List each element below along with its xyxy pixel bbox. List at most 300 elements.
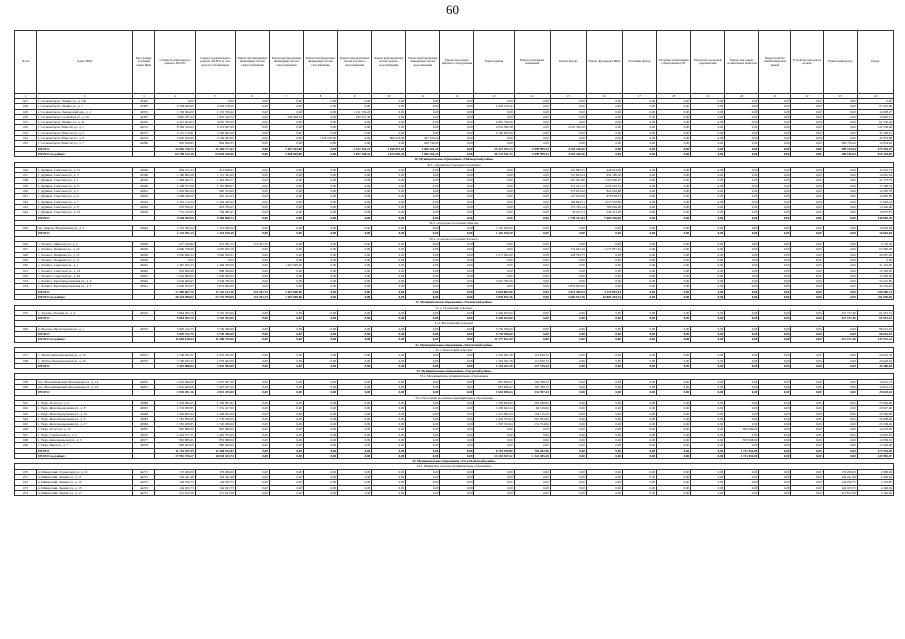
amount-cell: 2 466,62 <box>857 475 893 480</box>
amount-cell: 1 434 377,35 <box>155 432 195 437</box>
amount-cell: 0,00 <box>514 194 550 199</box>
amount-cell: 0,00 <box>440 167 474 172</box>
amount-cell: 0,00 <box>657 443 691 448</box>
amount-cell: 17 663,42 <box>857 199 893 204</box>
amount-cell: 0,00 <box>823 438 857 443</box>
address-cell: г. Дудинка, Советская ул., д. 3 <box>37 173 133 178</box>
amount-cell: 1 581 209,85 <box>155 422 195 427</box>
amount-cell: 173 533,38 <box>857 448 893 453</box>
column-header: Установка коллективных (общедомовых) ПУ <box>657 31 691 94</box>
amount-cell: 0,00 <box>338 353 372 358</box>
amount-cell: 0,00 <box>550 485 586 490</box>
amount-cell: 5 820 412,75 <box>155 332 195 337</box>
amount-cell: 0,00 <box>440 284 474 289</box>
amount-cell: 0,00 <box>691 273 725 278</box>
amount-cell: 0,00 <box>550 406 586 411</box>
amount-cell: 0,00 <box>725 279 759 284</box>
amount-cell: 0,00 <box>269 252 303 257</box>
amount-cell: 0,00 <box>586 469 622 474</box>
amount-cell: 0,00 <box>759 332 791 337</box>
amount-cell: 0,00 <box>657 284 691 289</box>
amount-cell: 0,00 <box>657 173 691 178</box>
amount-cell: 0,00 <box>791 326 823 331</box>
amount-cell: 0,00 <box>823 326 857 331</box>
amount-cell: 0,00 <box>691 453 725 458</box>
amount-cell: 0,00 <box>759 125 791 130</box>
amount-cell: 2 100 665,09 <box>474 130 514 135</box>
amount-cell: 0,00 <box>235 284 269 289</box>
amount-cell: 213 291,75 <box>235 242 269 247</box>
amount-cell: 0,00 <box>622 257 656 262</box>
amount-cell: 0,00 <box>269 130 303 135</box>
amount-cell: 0,00 <box>474 109 514 114</box>
amount-cell: 0,00 <box>514 104 550 109</box>
amount-cell: 0,00 <box>235 273 269 278</box>
amount-cell: 0,00 <box>406 284 440 289</box>
amount-cell: 1 405 372,00 <box>195 432 235 437</box>
amount-cell: 0,00 <box>372 411 406 416</box>
amount-cell: 0,00 <box>372 294 406 299</box>
amount-cell: 0,00 <box>303 130 337 135</box>
amount-cell: 0,00 <box>657 379 691 384</box>
column-header: Ремонт крыши <box>474 31 514 94</box>
amount-cell: 12 839,52 <box>857 438 893 443</box>
amount-cell: 0,00 <box>406 358 440 363</box>
amount-cell: 0,00 <box>372 379 406 384</box>
amount-cell: 0,00 <box>823 284 857 289</box>
amount-cell: 0,00 <box>725 146 759 151</box>
amount-cell: 0,00 <box>823 385 857 390</box>
amount-cell: 0,00 <box>759 199 791 204</box>
amount-cell: 0,00 <box>303 332 337 337</box>
amount-cell: 0,00 <box>303 178 337 183</box>
amount-cell: 1 299 622,34 <box>474 406 514 411</box>
program-id-cell: 47467 <box>133 99 155 104</box>
amount-cell: 16 691,54 <box>857 173 893 178</box>
amount-cell: 0,00 <box>550 337 586 342</box>
amount-cell: 0,00 <box>235 194 269 199</box>
amount-cell: 0,00 <box>823 411 857 416</box>
amount-cell: 0,00 <box>474 247 514 252</box>
row-number: 631 <box>15 120 37 125</box>
address-cell: г. Дудинка, Советская ул., д. 6 <box>37 194 133 199</box>
amount-cell: 0,00 <box>550 268 586 273</box>
amount-cell: 0,00 <box>406 485 440 490</box>
amount-cell: 0,00 <box>791 183 823 188</box>
program-id-cell: 43265 <box>133 120 155 125</box>
column-header: Стоимость капитального ремонта, ВСЕГО за счет средств собственников <box>195 31 235 94</box>
amount-cell: 0,00 <box>586 231 622 236</box>
amount-cell: 0,00 <box>586 146 622 151</box>
amount-cell: 14 865,72 <box>857 114 893 119</box>
address-cell: п. Веселое, Пролетарская ул., д. 1 <box>37 326 133 331</box>
amount-cell: 0,00 <box>514 210 550 215</box>
amount-cell: 0,00 <box>725 215 759 220</box>
amount-cell: 0,00 <box>691 284 725 289</box>
amount-cell: 0,00 <box>691 385 725 390</box>
amount-cell: 0,00 <box>691 422 725 427</box>
amount-cell: 0,00 <box>514 120 550 125</box>
amount-cell: 0,00 <box>791 252 823 257</box>
column-header: Резерв <box>857 31 893 94</box>
amount-cell: 0,00 <box>691 130 725 135</box>
amount-cell: 953 184,99 <box>857 151 893 156</box>
program-id-cell: 43940 <box>133 279 155 284</box>
amount-cell: 880 000,00 <box>195 443 235 448</box>
address-cell: г. Ужур, Комсомольская ул., д. 3 <box>37 438 133 443</box>
amount-cell: 0,00 <box>338 279 372 284</box>
amount-cell: 0,00 <box>235 385 269 390</box>
amount-cell: 0,00 <box>338 480 372 485</box>
amount-cell: 0,00 <box>440 475 474 480</box>
amount-cell: 0,00 <box>235 353 269 358</box>
amount-cell: 41 879,88 <box>857 136 893 141</box>
amount-cell: 0,00 <box>586 326 622 331</box>
row-number: 635 <box>15 141 37 146</box>
amount-cell: 4 133,39 <box>857 242 893 247</box>
amount-cell: 0,00 <box>657 310 691 315</box>
amount-cell: 0,00 <box>303 294 337 299</box>
column-number: 2 <box>37 94 133 99</box>
amount-cell: 0,00 <box>474 210 514 215</box>
amount-cell: 0,00 <box>823 252 857 257</box>
amount-cell: 0,00 <box>550 242 586 247</box>
amount-cell: 0,00 <box>303 210 337 215</box>
amount-cell: 0,00 <box>440 294 474 299</box>
amount-cell: 952 909,98 <box>155 268 195 273</box>
amount-cell: 0,00 <box>372 273 406 278</box>
amount-cell: 3 547 790,30 <box>474 279 514 284</box>
amount-cell: 0,00 <box>791 469 823 474</box>
amount-cell: 179 299,00 <box>195 469 235 474</box>
amount-cell: 644 969,34 <box>269 114 303 119</box>
amount-cell: 1 165 996,67 <box>586 178 622 183</box>
amount-cell: 0,00 <box>823 268 857 273</box>
amount-cell: 0,00 <box>725 411 759 416</box>
amount-cell: 0,00 <box>823 120 857 125</box>
address-cell: ИТОГО <box>37 231 133 236</box>
amount-cell: 0,00 <box>474 438 514 443</box>
amount-cell: 0,00 <box>622 316 656 321</box>
amount-cell: 0,00 <box>514 199 550 204</box>
amount-cell: 13 320,95 <box>857 268 893 273</box>
amount-cell: 0,00 <box>791 485 823 490</box>
amount-cell: 954 186,56 <box>586 173 622 178</box>
amount-cell: 0,00 <box>691 99 725 104</box>
amount-cell: 0,00 <box>514 469 550 474</box>
amount-cell: 0,00 <box>725 136 759 141</box>
amount-cell: 0,00 <box>303 263 337 268</box>
amount-cell: 0,00 <box>657 390 691 395</box>
column-header: Ремонт или замена лифтового оборудования <box>440 31 474 94</box>
amount-cell: 0,00 <box>725 332 759 337</box>
amount-cell: 0,00 <box>657 480 691 485</box>
amount-cell: 0,00 <box>823 226 857 231</box>
amount-cell: 0,00 <box>440 316 474 321</box>
amount-cell: 0,00 <box>759 294 791 299</box>
amount-cell: 0,00 <box>622 432 656 437</box>
amount-cell: 0,00 <box>406 194 440 199</box>
amount-cell: 0,00 <box>586 141 622 146</box>
amount-cell: 0,00 <box>440 99 474 104</box>
amount-cell: 1 060 161,25 <box>406 146 440 151</box>
amount-cell: 0,00 <box>823 332 857 337</box>
row-number: 641 <box>15 194 37 199</box>
amount-cell: 0,00 <box>691 136 725 141</box>
amount-cell: 0,00 <box>269 199 303 204</box>
amount-cell: 0,00 <box>657 167 691 172</box>
amount-cell: 0,00 <box>622 99 656 104</box>
amount-cell: 0,00 <box>823 189 857 194</box>
amount-cell: 0,00 <box>235 448 269 453</box>
amount-cell: 4 605 920,10 <box>195 247 235 252</box>
amount-cell: 0,00 <box>269 183 303 188</box>
amount-cell: 0,00 <box>406 178 440 183</box>
amount-cell: 0,00 <box>440 448 474 453</box>
address-cell: с. Хатанга, Советская ул., д. 19 <box>37 268 133 273</box>
amount-cell: 0,00 <box>269 416 303 421</box>
amount-cell: 0,00 <box>725 199 759 204</box>
address-cell: пос. Малоимышский, Молодежная ул., д. 14 <box>37 379 133 384</box>
address-cell: г. Сосновоборск, Юности ул., д. 9 <box>37 136 133 141</box>
amount-cell: 0,00 <box>691 194 725 199</box>
amount-cell: 5 736 396,00 <box>474 332 514 337</box>
amount-cell: 0,00 <box>622 427 656 432</box>
row-number: 666 <box>15 427 37 432</box>
amount-cell: 0,00 <box>372 199 406 204</box>
amount-cell: 0,00 <box>372 438 406 443</box>
amount-cell: 0,00 <box>759 130 791 135</box>
amount-cell: 2 999 999,34 <box>514 146 550 151</box>
amount-cell: 0,00 <box>791 204 823 209</box>
amount-cell: 0,00 <box>725 273 759 278</box>
amount-cell: 0,00 <box>657 226 691 231</box>
amount-cell: 0,00 <box>372 326 406 331</box>
amount-cell: 0,00 <box>550 114 586 119</box>
amount-cell: 0,00 <box>691 173 725 178</box>
amount-cell: 4 403 159,20 <box>195 104 235 109</box>
amount-cell: 1 026 871,63 <box>372 146 406 151</box>
amount-cell: 144 256,75 <box>195 480 235 485</box>
amount-cell: 0,00 <box>823 178 857 183</box>
amount-cell: 164 023,73 <box>823 485 857 490</box>
program-id-cell: 43601 <box>133 189 155 194</box>
amount-cell: 0,00 <box>657 490 691 495</box>
amount-cell: 0,00 <box>586 406 622 411</box>
amount-cell: 2 874 002,00 <box>195 284 235 289</box>
row-number: 637 <box>15 173 37 178</box>
amount-cell: 0,00 <box>622 226 656 231</box>
program-id-cell: 43946 <box>133 268 155 273</box>
amount-cell: 0,00 <box>550 443 586 448</box>
amount-cell: 865 885,91 <box>155 438 195 443</box>
row-number: 629 <box>15 109 37 114</box>
amount-cell: 0,00 <box>725 194 759 199</box>
amount-cell: 4 054 589,28 <box>474 125 514 130</box>
amount-cell: 0,00 <box>657 215 691 220</box>
amount-cell: 0,00 <box>338 406 372 411</box>
amount-cell: 0,00 <box>622 167 656 172</box>
column-number: 19 <box>691 94 725 99</box>
amount-cell: 0,00 <box>406 400 440 405</box>
amount-cell: 0,00 <box>550 358 586 363</box>
amount-cell: 28 244 698,62 <box>155 294 195 299</box>
amount-cell: 855 968,00 <box>725 438 759 443</box>
amount-cell: 0,00 <box>550 104 586 109</box>
amount-cell: 0,00 <box>269 438 303 443</box>
amount-cell: 0,00 <box>338 448 372 453</box>
amount-cell: 0,00 <box>759 353 791 358</box>
amount-cell: 299 736,94 <box>823 141 857 146</box>
amount-cell: 144 256,75 <box>823 480 857 485</box>
program-id-cell: 44067 <box>133 385 155 390</box>
address-cell: г. Дудинка, Советская ул., д. 1 <box>37 178 133 183</box>
row-number: 640 <box>15 189 37 194</box>
program-id-cell: 43983 <box>133 416 155 421</box>
amount-cell: 1 121 726,22 <box>338 109 372 114</box>
amount-cell: 0,00 <box>586 390 622 395</box>
amount-cell: 0,00 <box>586 263 622 268</box>
amount-cell: 0,00 <box>759 363 791 368</box>
amount-cell: 0,00 <box>823 257 857 262</box>
amount-cell: 2 371 092,66 <box>474 252 514 257</box>
amount-cell: 0,00 <box>440 390 474 395</box>
amount-cell: 0,00 <box>303 268 337 273</box>
amount-cell: 0,00 <box>622 109 656 114</box>
amount-cell: 2 656 690,34 <box>155 252 195 257</box>
amount-cell: 0,00 <box>657 406 691 411</box>
amount-cell: 0,00 <box>691 310 725 315</box>
amount-cell: 865 086,00 <box>725 427 759 432</box>
amount-cell: 0,00 <box>269 141 303 146</box>
amount-cell: 0,00 <box>474 427 514 432</box>
amount-cell: 0,00 <box>269 427 303 432</box>
amount-cell: 0,00 <box>622 130 656 135</box>
address-cell: ИТОГО по району: <box>37 337 133 342</box>
address-cell: с. Хатанга, Полярная ул., д. 11 <box>37 257 133 262</box>
amount-cell: 0,00 <box>586 353 622 358</box>
amount-cell: 0,00 <box>235 173 269 178</box>
row-number: 670 <box>15 469 37 474</box>
row-number: 643 <box>15 204 37 209</box>
column-header: Стоимость капитального ремонта, ВСЕГО <box>155 31 195 94</box>
amount-cell: 0,00 <box>622 231 656 236</box>
amount-cell: 1 065 524,72 <box>195 114 235 119</box>
amount-cell: 0,00 <box>372 183 406 188</box>
amount-cell: 179 299,00 <box>155 469 195 474</box>
amount-cell: 1 400 962,00 <box>195 411 235 416</box>
amount-cell: 0,00 <box>303 252 337 257</box>
amount-cell: 0,00 <box>622 485 656 490</box>
amount-cell: 24 643,32 <box>857 353 893 358</box>
amount-cell: 2 760 283,00 <box>195 136 235 141</box>
amount-cell: 0,00 <box>406 310 440 315</box>
amount-cell: 0,00 <box>474 485 514 490</box>
amount-cell: 0,00 <box>406 268 440 273</box>
amount-cell: 749 495,41 <box>195 210 235 215</box>
amount-cell: 0,00 <box>514 273 550 278</box>
program-id-cell: 47497 <box>133 104 155 109</box>
amount-cell: 0,00 <box>440 109 474 114</box>
amount-cell: 0,00 <box>657 104 691 109</box>
address-cell: с. Хатанга, Краснопресненская ул., д. 3 <box>37 284 133 289</box>
amount-cell: 0,00 <box>269 194 303 199</box>
amount-cell: 764 262,96 <box>514 448 550 453</box>
amount-cell: 0,00 <box>303 215 337 220</box>
amount-cell: 1 721 054,00 <box>725 453 759 458</box>
amount-cell: 0,00 <box>269 379 303 384</box>
amount-cell: 0,00 <box>759 453 791 458</box>
amount-cell: 164 441,48 <box>155 475 195 480</box>
amount-cell: 0,00 <box>759 247 791 252</box>
amount-cell: 855 968,00 <box>195 438 235 443</box>
program-id-cell: 43985 <box>133 427 155 432</box>
amount-cell: 0,00 <box>550 490 586 495</box>
amount-cell: 0,00 <box>550 316 586 321</box>
amount-cell: 0,00 <box>759 257 791 262</box>
program-id-cell: 43609 <box>133 167 155 172</box>
amount-cell: 0,00 <box>657 427 691 432</box>
row-number: 655 <box>15 310 37 315</box>
amount-cell: 0,00 <box>823 427 857 432</box>
amount-cell: 0,00 <box>823 294 857 299</box>
amount-cell: 0,00 <box>691 432 725 437</box>
amount-cell: 213 291,75 <box>195 242 235 247</box>
amount-cell: 0,00 <box>440 427 474 432</box>
section-title: 31.2. Веселовский сельсовет <box>15 321 894 326</box>
program-id-cell: 43604 <box>133 199 155 204</box>
amount-cell: 0,00 <box>691 109 725 114</box>
amount-cell: 0,00 <box>791 379 823 384</box>
amount-cell: 11 177 021,60 <box>474 337 514 342</box>
amount-cell: 0,00 <box>406 438 440 443</box>
amount-cell: 0,00 <box>269 326 303 331</box>
amount-cell: 0,00 <box>759 178 791 183</box>
amount-cell: 0,00 <box>338 257 372 262</box>
amount-cell: 0,00 <box>406 199 440 204</box>
address-cell: г. Дудинка, Советская ул., д. 8 <box>37 204 133 209</box>
amount-cell: 1 022 645,08 <box>155 385 195 390</box>
amount-cell: 64 798 314,18 <box>155 151 195 156</box>
amount-cell: 0,00 <box>657 210 691 215</box>
amount-cell: 0,00 <box>235 358 269 363</box>
amount-cell: 0,00 <box>759 252 791 257</box>
amount-cell: 5 918 882,96 <box>474 289 514 294</box>
amount-cell: 39 097,03 <box>857 252 893 257</box>
amount-cell: 0,00 <box>406 242 440 247</box>
address-cell: ИТОГО <box>37 215 133 220</box>
amount-cell: 2 152 176,81 <box>155 130 195 135</box>
amount-cell: 0,00 <box>235 443 269 448</box>
amount-cell: 0,00 <box>474 215 514 220</box>
amount-cell: 0,00 <box>269 273 303 278</box>
address-cell: с. Хатанга, Советская ул., д. 1 <box>37 263 133 268</box>
amount-cell: 0,00 <box>725 316 759 321</box>
program-id-cell: 43467 <box>133 114 155 119</box>
amount-cell: 0,00 <box>823 104 857 109</box>
amount-cell: 0,00 <box>440 183 474 188</box>
amount-cell: 247 882,07 <box>857 453 893 458</box>
amount-cell: 0,00 <box>725 400 759 405</box>
amount-cell: 0,00 <box>550 469 586 474</box>
amount-cell: 0,00 <box>372 194 406 199</box>
amount-cell: 0,00 <box>372 226 406 231</box>
address-cell: с. Хатанга, Краснопресненская ул., д. 6 <box>37 279 133 284</box>
amount-cell: 0,00 <box>759 406 791 411</box>
amount-cell: 0,00 <box>759 284 791 289</box>
amount-cell: 0,00 <box>550 231 586 236</box>
amount-cell: 0,00 <box>586 448 622 453</box>
